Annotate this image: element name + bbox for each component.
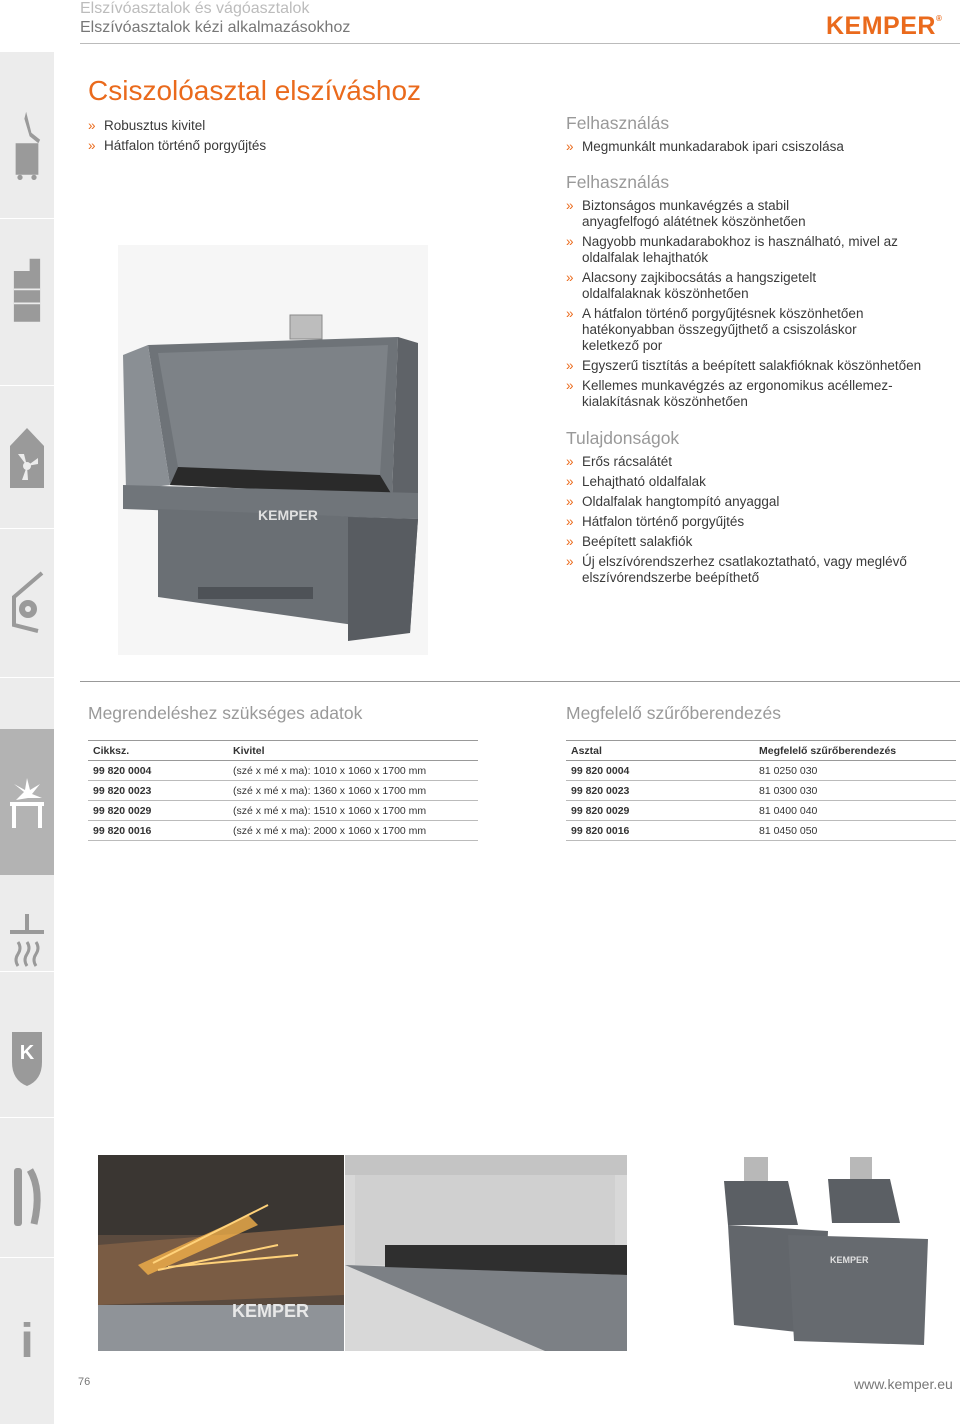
sidebar bbox=[0, 52, 54, 1424]
list-item: » Alacsony zajkibocsátás a hangszigetelt oldalfalaknak köszönhetően bbox=[566, 270, 872, 302]
list-item: » Nagyobb munkadarabokhoz is használható, mivel az oldalfalak lehajthatók bbox=[566, 234, 902, 266]
list-item: » Egyszerű tisztítás a beépített salakfióknak köszönhetően bbox=[566, 358, 946, 374]
list-item: » Biztonságos munkavégzés a stabil anyagfelfogó alátétnek köszönhetően bbox=[566, 198, 812, 230]
table-row: 99 820 0029 (szé x mé x ma): 1510 x 1060 x 1700 mm bbox=[88, 801, 478, 821]
filter-table-heading: Megfelelő szűrőberendezés bbox=[566, 703, 781, 723]
category-title: Elszívóasztalok és vágóasztalok bbox=[80, 0, 310, 17]
table-row: 99 820 0029 81 0400 040 bbox=[566, 801, 956, 821]
filter-table bbox=[566, 740, 956, 841]
section-heading: Felhasználás bbox=[566, 172, 670, 192]
column-header: Cikksz. bbox=[88, 741, 228, 761]
section-usage-benefits bbox=[566, 172, 946, 414]
page-title: Csiszolóasztal elszíváshoz bbox=[88, 75, 422, 106]
list-item: » Robusztus kivitel bbox=[88, 118, 448, 134]
section-heading: Tulajdonságok bbox=[566, 428, 680, 448]
table-row: 99 820 0016 (szé x mé x ma): 2000 x 1060 x 1700 mm bbox=[88, 821, 478, 841]
list-item: » Megmunkált munkadarabok ipari csiszolása bbox=[566, 139, 946, 155]
section-usage bbox=[566, 113, 946, 159]
list-item: » Hátfalon történő porgyűjtés bbox=[566, 514, 946, 530]
subcategory-title: Elszívóasztalok kézi alkalmazásokhoz bbox=[80, 19, 351, 36]
table-row: 99 820 0004 81 0250 030 bbox=[566, 761, 956, 781]
feature-list bbox=[88, 118, 448, 158]
section-heading: Felhasználás bbox=[566, 113, 670, 133]
product-image: KEMPER bbox=[118, 245, 428, 655]
column-header: Asztal bbox=[566, 741, 754, 761]
photo-grinding-sparks: KEMPER bbox=[98, 1155, 344, 1351]
list-item: » Lehajtható oldalfalak bbox=[566, 474, 946, 490]
kemper-logo: KEMPER® bbox=[826, 12, 943, 40]
list-item: » A hátfalon történő porgyűjtésnek köszönhetően hatékonyabban összegyűjthető a csiszoláskor keletkező por bbox=[566, 306, 892, 354]
info-icon[interactable]: i bbox=[20, 1315, 34, 1368]
table-row: 99 820 0016 81 0450 050 bbox=[566, 821, 956, 841]
table-row: 99 820 0023 81 0300 030 bbox=[566, 781, 956, 801]
footer-url[interactable]: www.kemper.eu bbox=[854, 1376, 953, 1392]
table-row: 99 820 0004 (szé x mé x ma): 1010 x 1060 x 1700 mm bbox=[88, 761, 478, 781]
list-item: » Beépített salakfiók bbox=[566, 534, 946, 550]
section-divider bbox=[80, 681, 960, 682]
extraction-unit-icon bbox=[8, 257, 46, 327]
photo-two-tables: KEMPER bbox=[628, 1155, 934, 1351]
photo-table-detail bbox=[345, 1155, 627, 1351]
cutting-table-icon bbox=[8, 768, 46, 838]
table-row: 99 820 0023 (szé x mé x ma): 1360 x 1060 x 1700 mm bbox=[88, 781, 478, 801]
list-item: » Erős rácsalátét bbox=[566, 454, 946, 470]
hose-icon bbox=[8, 1162, 46, 1232]
list-item: » Új elszívórendszerhez csatlakoztatható, vagy meglévő elszívórendszerbe beépíthető bbox=[566, 554, 942, 586]
section-properties bbox=[566, 428, 946, 590]
column-header: Kivitel bbox=[228, 741, 478, 761]
order-table bbox=[88, 740, 478, 841]
list-item: » Kellemes munkavégzés az ergonomikus acéllemez-kialakításnak köszönhetően bbox=[566, 378, 912, 410]
column-header: Megfelelő szűrőberendezés bbox=[754, 741, 956, 761]
fan-house-icon bbox=[8, 424, 46, 494]
heat-vent-icon bbox=[8, 912, 46, 982]
k-shield-icon: K bbox=[8, 1022, 46, 1092]
welding-torch-icon bbox=[8, 110, 46, 180]
header-divider bbox=[80, 43, 960, 44]
page-number: 76 bbox=[78, 1376, 91, 1388]
order-table-heading: Megrendeléshez szükséges adatok bbox=[88, 703, 363, 723]
list-item: » Hátfalon történő porgyűjtés bbox=[88, 138, 448, 154]
fan-arm-icon bbox=[8, 567, 46, 637]
list-item: » Oldalfalak hangtompító anyaggal bbox=[566, 494, 946, 510]
